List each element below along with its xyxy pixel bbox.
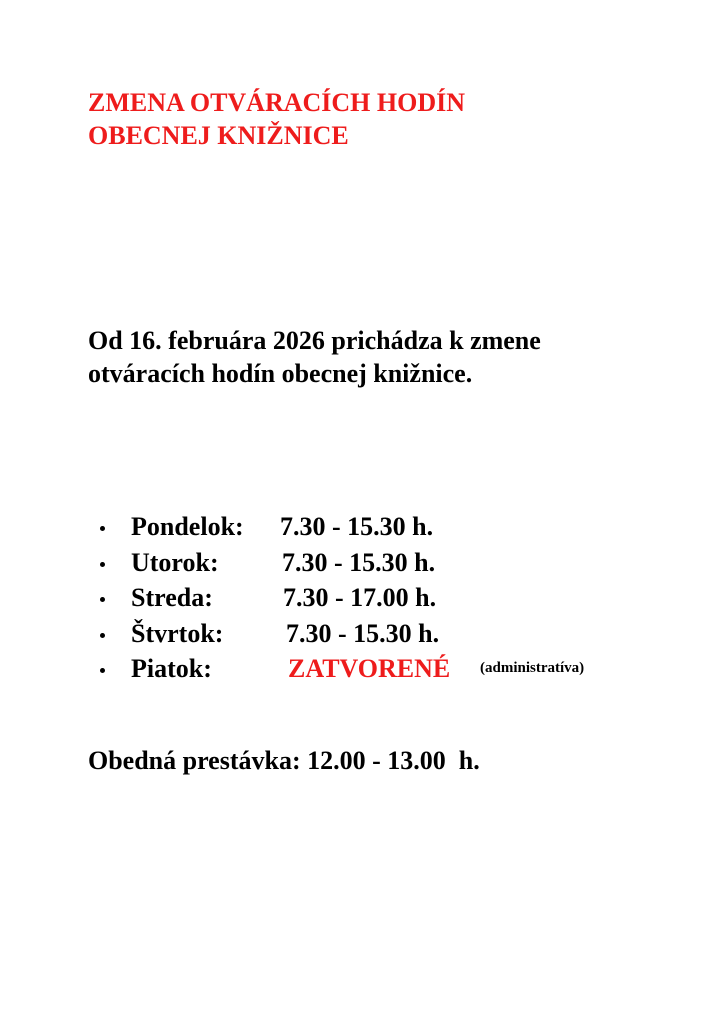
notice-title-line-2: OBECNEJ KNIŽNICE	[88, 121, 349, 150]
schedule-hours: 7.30 - 15.30 h.	[280, 512, 434, 541]
schedule-day: Pondelok:	[131, 512, 244, 541]
bullet-icon	[100, 526, 105, 531]
schedule-day: Štvrtok:	[131, 618, 224, 648]
intro-line-1: Od 16. februára 2026 prichádza k zmene	[88, 326, 541, 355]
bullet-icon	[100, 597, 105, 602]
schedule-day: Streda:	[131, 583, 213, 612]
schedule-hours: 7.30 - 17.00 h.	[283, 583, 437, 612]
schedule-day: Piatok:	[131, 654, 212, 683]
schedule-day: Utorok:	[131, 547, 219, 577]
schedule-hours: 7.30 - 15.30 h.	[282, 547, 436, 577]
bullet-icon	[100, 633, 105, 638]
closed-note: (administratíva)	[480, 660, 585, 676]
notice-title-line-1: ZMENA OTVÁRACÍCH HODÍN	[88, 88, 466, 117]
intro-paragraph	[88, 324, 708, 390]
lunch-break: Obedná prestávka: 12.00 - 13.00 h.	[88, 746, 480, 775]
bullet-icon	[100, 562, 105, 567]
intro-line-2: otváracích hodín obecnej knižnice.	[88, 359, 473, 388]
closed-status: ZATVORENÉ	[288, 654, 451, 683]
notice-title	[88, 86, 465, 152]
bullet-icon	[100, 668, 105, 673]
schedule-hours: 7.30 - 15.30 h.	[286, 618, 440, 648]
